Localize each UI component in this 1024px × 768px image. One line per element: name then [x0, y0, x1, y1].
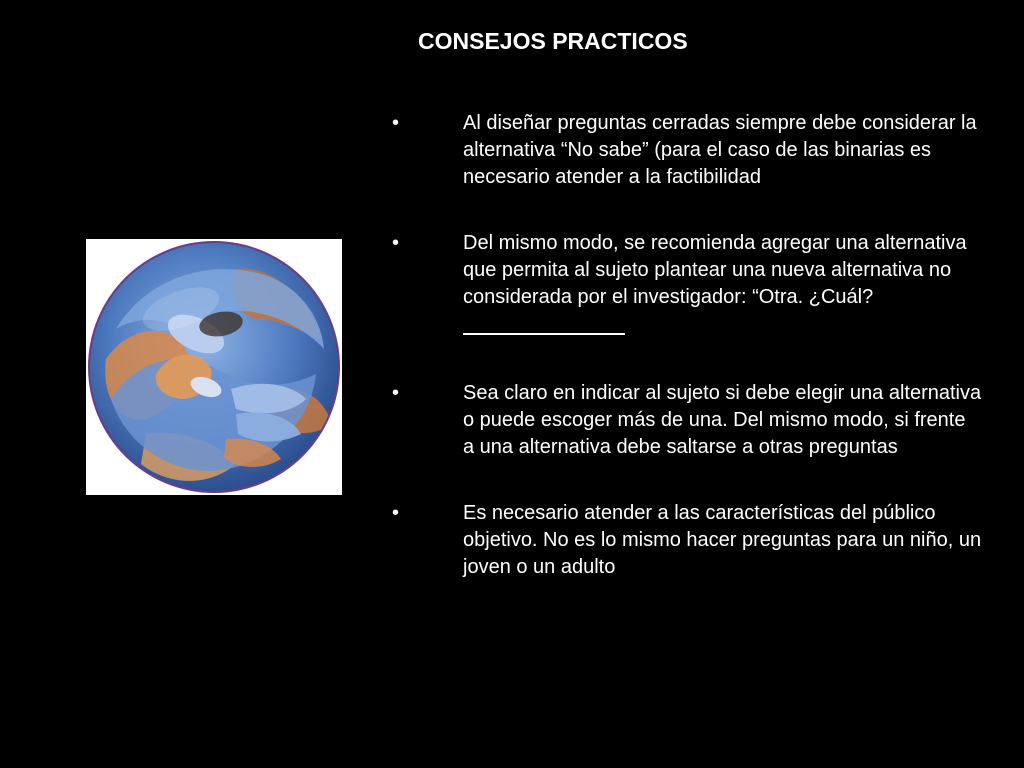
bullet-text: Sea claro en indicar al sujeto si debe elegir una alternativa o puede escoger más de una. Del mismo modo, si frente a una alternativa debe saltarse a otras preguntas — [463, 382, 982, 458]
bullet-text: Del mismo modo, se recomienda agregar una alternativa que permita al sujeto plantear una nueva alternativa no considerada por el investigador: “Otra. ¿Cuál? — [463, 232, 967, 308]
bullet-marker: • — [392, 382, 400, 404]
bullet-list — [392, 110, 982, 620]
bullet-text: Es necesario atender a las características del público objetivo. No es lo mismo hacer preguntas para un niño, un joven o un adulto — [463, 502, 982, 578]
bullet-item — [392, 500, 982, 581]
bullet-item — [392, 380, 982, 461]
slide-title: CONSEJOS PRACTICOS — [418, 28, 688, 54]
globe-hands-image — [86, 239, 342, 495]
answer-blank-line — [463, 313, 625, 335]
bullet-text: Al diseñar preguntas cerradas siempre debe considerar la alternativa “No sabe” (para el caso de las binarias es necesario atender a la factibilidad — [463, 112, 977, 188]
bullet-item — [392, 230, 982, 341]
bullet-marker: • — [392, 232, 400, 254]
bullet-marker: • — [392, 112, 400, 134]
bullet-item — [392, 110, 982, 191]
globe-hands-icon — [86, 239, 342, 495]
bullet-marker: • — [392, 502, 400, 524]
